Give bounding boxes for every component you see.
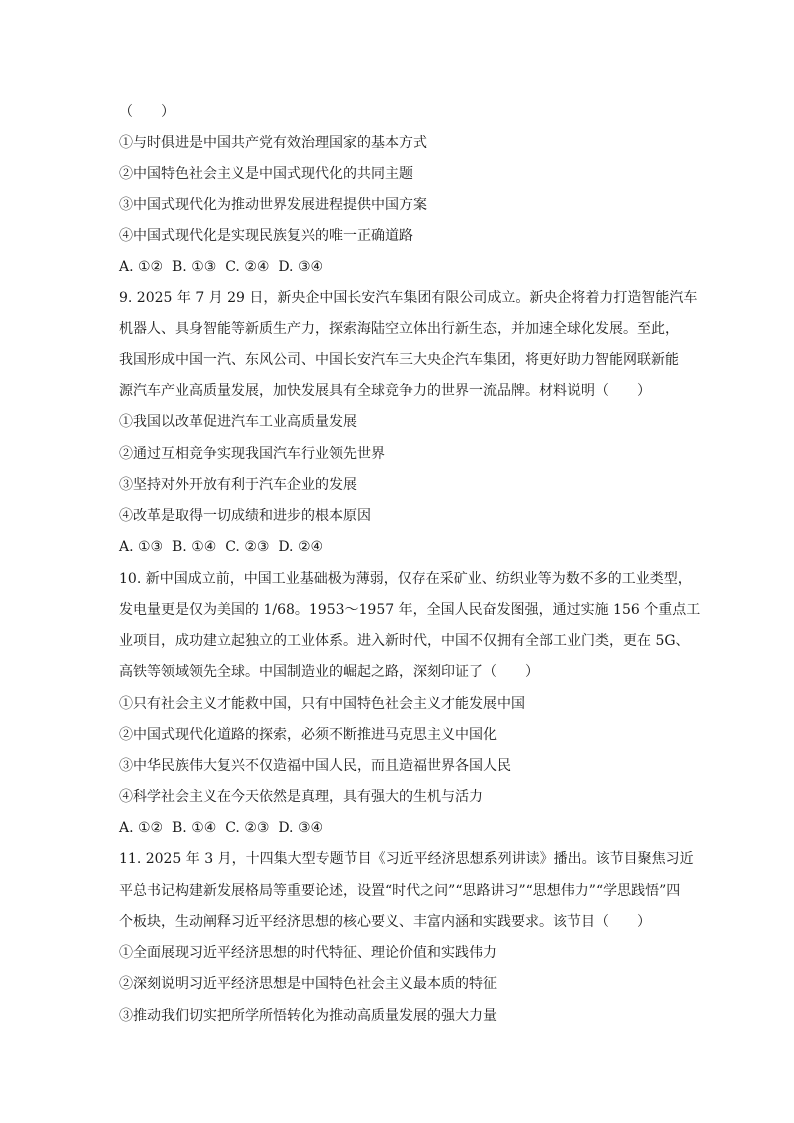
q8-item-1: ①与时俱进是中国共产党有效治理国家的基本方式 [119,135,427,151]
q9-item-1: ①我国以改革促进汽车工业高质量发展 [119,414,357,430]
q9-stem-line-3: 我国形成中国一汽、东风公司、中国长安汽车三大央企汽车集团，将更好助力智能网联新能 [119,352,679,368]
q10-item-2: ②中国式现代化道路的探索，必须不断推进马克思主义中国化 [119,727,497,743]
q11-stem-line-3: 个板块，生动阐释习近平经济思想的核心要义、丰富内涵和实践要求。该节目（ ） [119,914,651,930]
q9-item-2: ②通过互相竞争实现我国汽车行业领先世界 [119,446,385,462]
q10-stem-line-3: 业项目，成功建立起独立的工业体系。进入新时代，中国不仅拥有全部工业门类，更在 5G、 [119,633,690,649]
q9-options: A. ①③ B. ①④ C. ②③ D. ②④ [119,539,324,555]
q10-stem-line-1: 10. 新中国成立前，中国工业基础极为薄弱，仅存在采矿业、纺织业等为数不多的工业类型， [119,571,692,587]
q9-stem-line-4: 源汽车产业高质量发展，加快发展具有全球竞争力的世界一流品牌。材料说明（ ） [119,383,651,399]
q9-item-3: ③坚持对外开放有利于汽车企业的发展 [119,477,357,493]
q8-options: A. ①② B. ①③ C. ②④ D. ③④ [119,259,324,275]
q8-prompt-end: （ ） [119,104,175,120]
q11-stem-line-1: 11. 2025 年 3 月，十四集大型专题节目《习近平经济思想系列讲读》播出。该节目聚焦习近 [119,851,694,867]
q10-stem-line-2: 发电量更是仅为美国的 1/68。1953～1957 年，全国人民奋发图强，通过实施 156 个重点工 [119,602,701,618]
q11-item-3: ③推动我们切实把所学所悟转化为推动高质量发展的强大力量 [119,1008,497,1024]
q11-stem-line-2: 平总书记构建新发展格局等重要论述，设置“时代之问”“思路讲习”“思想伟力”“学思践悟”四 [119,883,681,899]
q10-stem-line-4: 高铁等领域领先全球。中国制造业的崛起之路，深刻印证了（ ） [119,664,539,680]
q8-item-2: ②中国特色社会主义是中国式现代化的共同主题 [119,166,413,182]
q8-item-3: ③中国式现代化为推动世界发展进程提供中国方案 [119,197,427,213]
q10-item-3: ③中华民族伟大复兴不仅造福中国人民，而且造福世界各国人民 [119,758,511,774]
q9-item-4: ④改革是取得一切成绩和进步的根本原因 [119,508,371,524]
q10-options: A. ①② B. ①④ C. ②③ D. ③④ [119,820,324,836]
q10-item-1: ①只有社会主义才能救中国，只有中国特色社会主义才能发展中国 [119,696,525,712]
q10-item-4: ④科学社会主义在今天依然是真理，具有强大的生机与活力 [119,789,483,805]
q9-stem-line-1: 9. 2025 年 7 月 29 日，新央企中国长安汽车集团有限公司成立。新央企将着力打造智能汽车 [119,290,698,306]
q9-stem-line-2: 机器人、具身智能等新质生产力，探索海陆空立体出行新生态，并加速全球化发展。至此， [119,321,679,337]
q8-item-4: ④中国式现代化是实现民族复兴的唯一正确道路 [119,228,413,244]
q11-item-2: ②深刻说明习近平经济思想是中国特色社会主义最本质的特征 [119,976,497,992]
q11-item-1: ①全面展现习近平经济思想的时代特征、理论价值和实践伟力 [119,945,497,961]
